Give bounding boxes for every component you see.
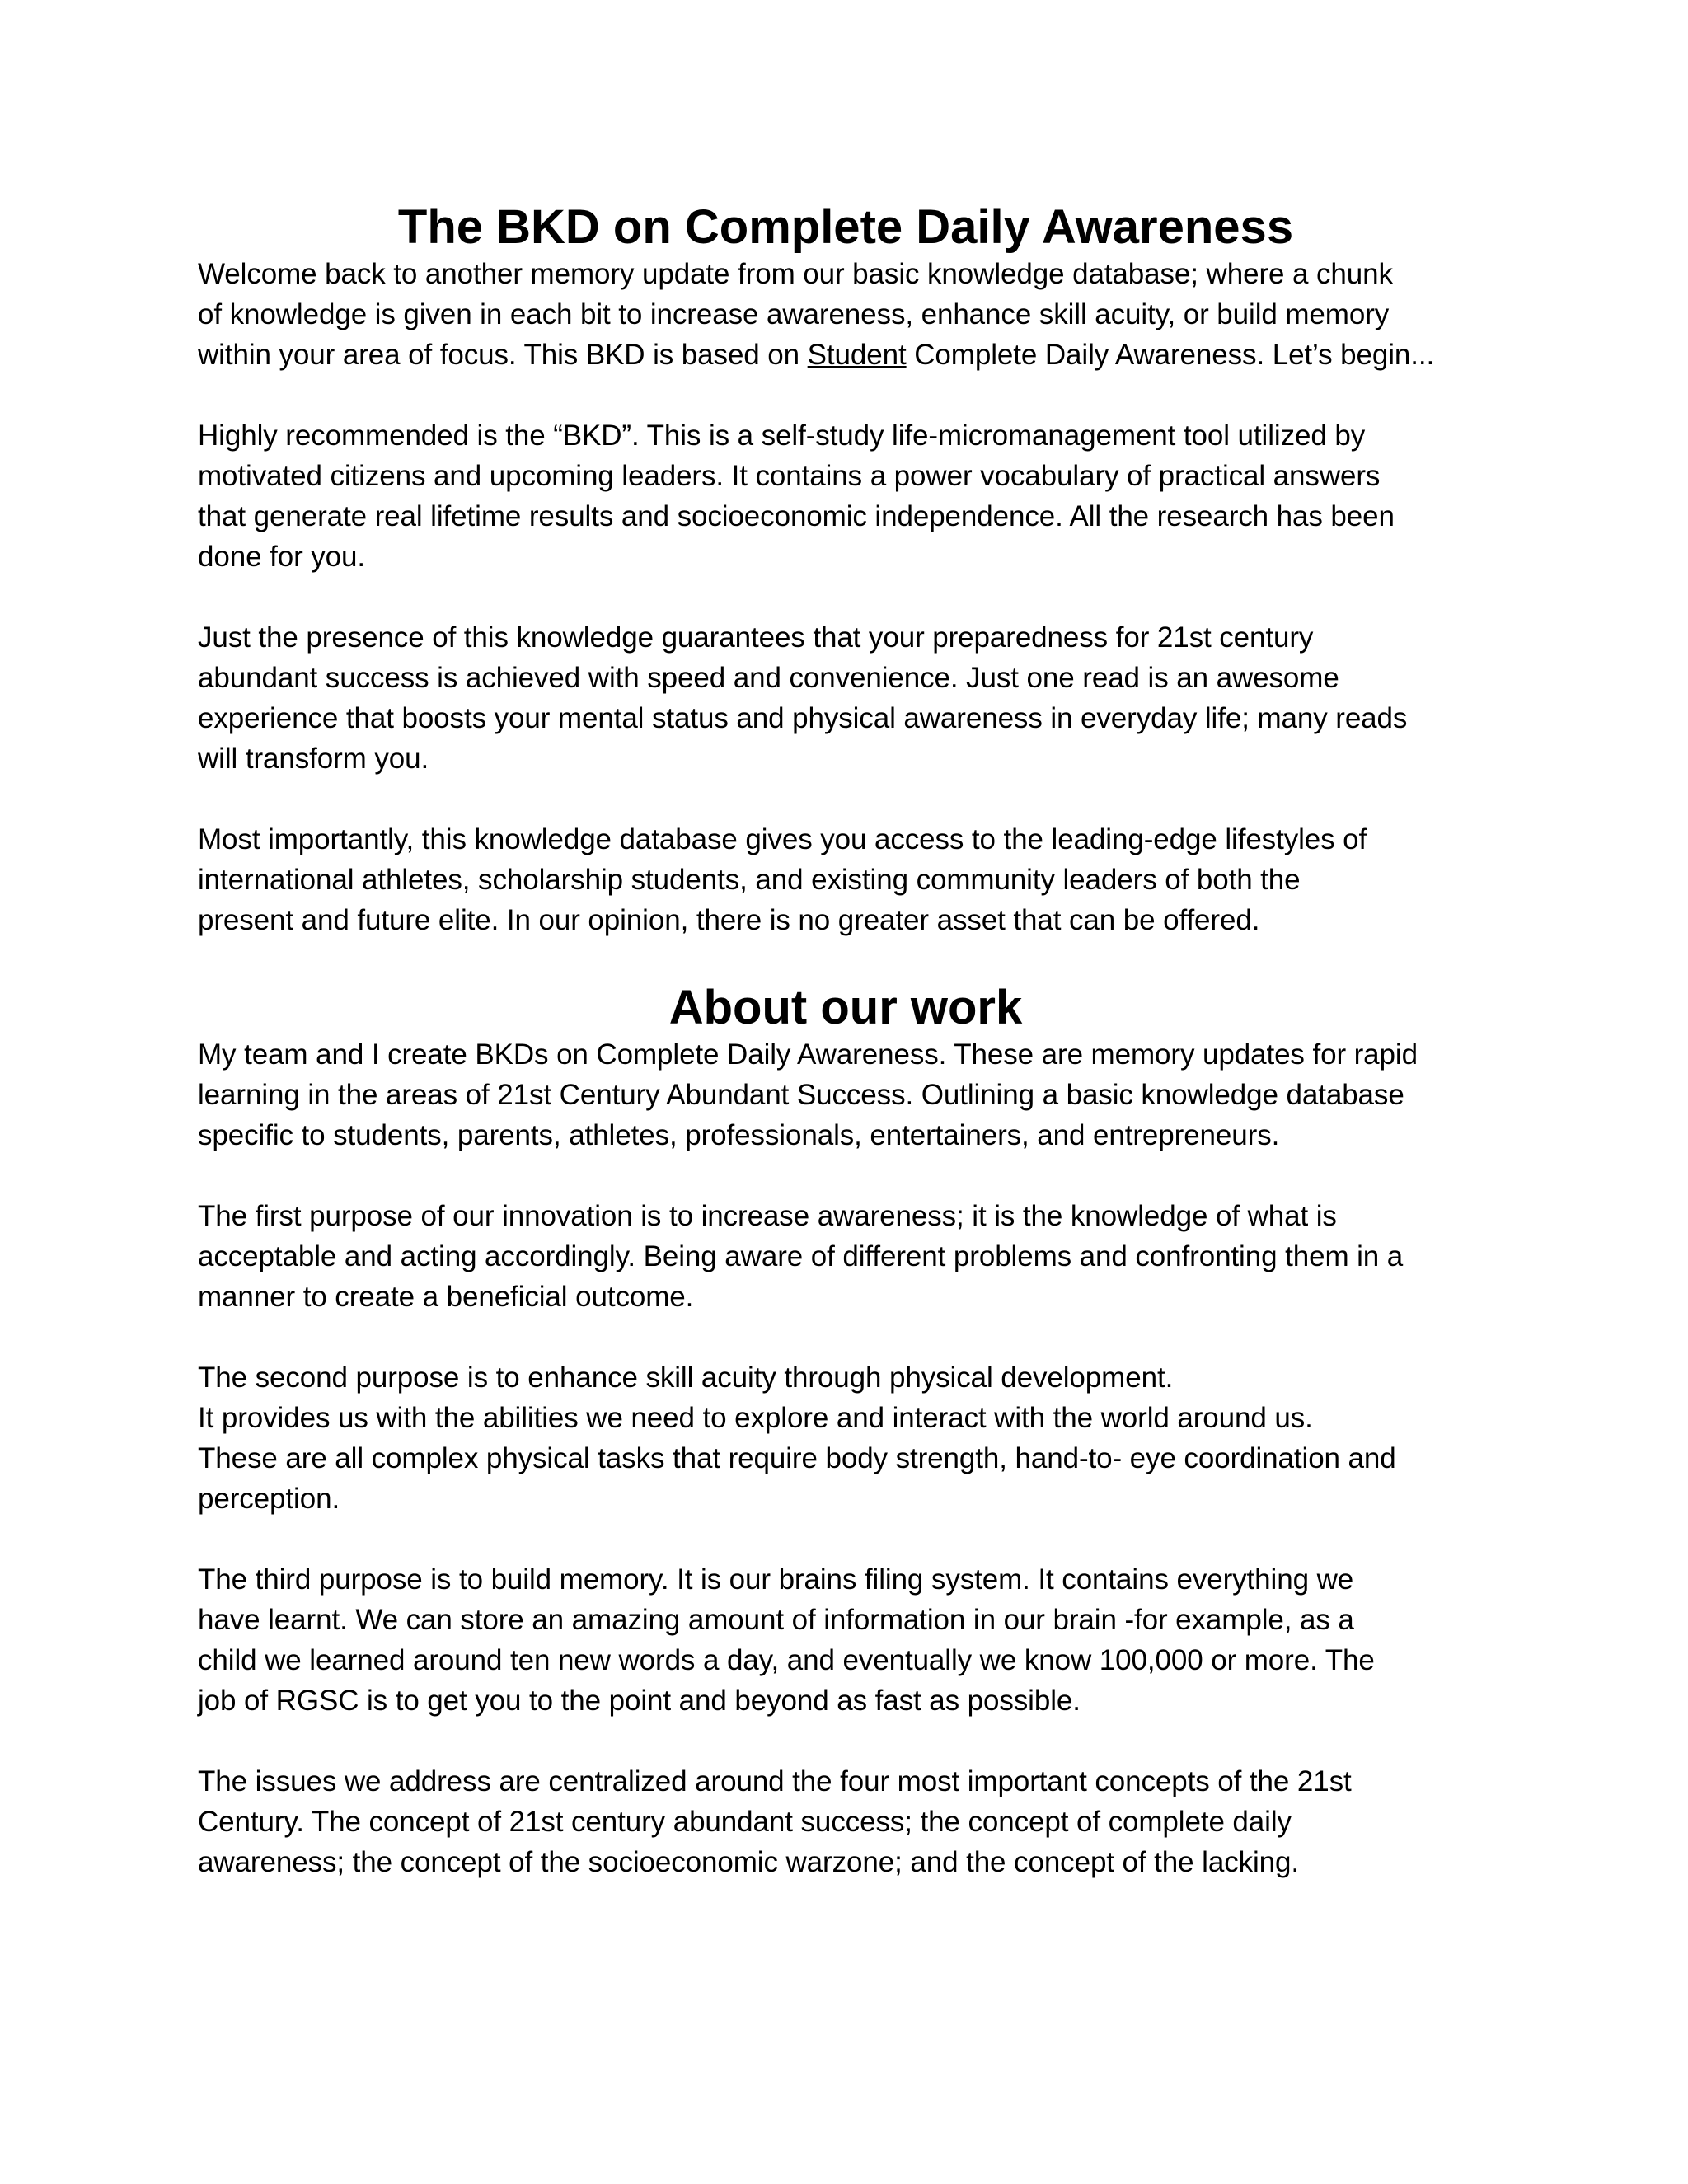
text-line: acceptable and acting accordingly. Being aware of different problems and confronting them in a	[198, 1240, 1404, 1272]
paragraph-about-team	[198, 1034, 1493, 1155]
text-line: abundant success is achieved with speed and convenience. Just one read is an awesome	[198, 661, 1339, 694]
page-title: The BKD on Complete Daily Awareness	[397, 200, 1294, 254]
underlined-word: Student	[807, 338, 907, 371]
text-line: Welcome back to another memory update from our basic knowledge database; where a chunk	[198, 257, 1393, 290]
text-line: Century. The concept of 21st century abundant success; the concept of complete daily	[198, 1805, 1292, 1838]
intro-paragraph	[198, 254, 1493, 375]
text-line: The first purpose of our innovation is to increase awareness; it is the knowledge of what is	[198, 1199, 1337, 1232]
text-line: will transform you.	[198, 742, 429, 775]
paragraph-issues	[198, 1761, 1493, 1882]
text-line: The second purpose is to enhance skill acuity through physical development.	[198, 1361, 1174, 1394]
text-line: motivated citizens and upcoming leaders. It contains a power vocabulary of practical answers	[198, 459, 1381, 492]
text-line: awareness; the concept of the socioeconomic warzone; and the concept of the lacking.	[198, 1845, 1300, 1878]
text-line: perception.	[198, 1482, 340, 1515]
text-line: job of RGSC is to get you to the point and beyond as fast as possible.	[198, 1684, 1081, 1717]
text-line: The issues we address are centralized around the four most important concepts of the 21st	[198, 1765, 1352, 1797]
paragraph-importance	[198, 819, 1493, 940]
paragraph-bkd-recommendation	[198, 415, 1493, 577]
text-line: It provides us with the abilities we need to explore and interact with the world around us.	[198, 1401, 1313, 1434]
text-line: child we learned around ten new words a day, and eventually we know 100,000 or more. The	[198, 1643, 1375, 1676]
text-line: done for you.	[198, 540, 366, 573]
text-line: My team and I create BKDs on Complete Daily Awareness. These are memory updates for rapid	[198, 1038, 1418, 1071]
text-line: experience that boosts your mental status and physical awareness in everyday life; many reads	[198, 701, 1408, 734]
text-line: Highly recommended is the “BKD”. This is a self-study life-micromanagement tool utilized by	[198, 419, 1366, 452]
text-line: present and future elite. In our opinion, there is no greater asset that can be offered.	[198, 903, 1260, 936]
paragraph-presence	[198, 617, 1493, 779]
text-line: Most importantly, this knowledge database gives you access to the leading-edge lifestyles of	[198, 823, 1367, 855]
text-line	[198, 335, 1493, 375]
paragraph-third-purpose	[198, 1559, 1493, 1721]
text-segment: within your area of focus. This BKD is based on	[198, 338, 808, 371]
text-line: Just the presence of this knowledge guarantees that your preparedness for 21st century	[198, 621, 1314, 654]
paragraph-first-purpose	[198, 1196, 1493, 1317]
text-line: of knowledge is given in each bit to increase awareness, enhance skill acuity, or build memory	[198, 298, 1390, 330]
text-line: learning in the areas of 21st Century Abundant Success. Outlining a basic knowledge database	[198, 1078, 1404, 1111]
text-segment: Complete Daily Awareness. Let’s begin...	[906, 338, 1435, 371]
section-title-about: About our work	[668, 980, 1023, 1034]
text-line: These are all complex physical tasks that require body strength, hand-to- eye coordination and	[198, 1441, 1396, 1474]
text-line: that generate real lifetime results and socioeconomic independence. All the research has been	[198, 499, 1395, 532]
text-line: international athletes, scholarship students, and existing community leaders of both the	[198, 863, 1301, 896]
text-line: The third purpose is to build memory. It is our brains filing system. It contains everything we	[198, 1563, 1354, 1596]
paragraph-second-purpose	[198, 1357, 1493, 1519]
text-line: manner to create a beneficial outcome.	[198, 1280, 694, 1313]
text-line: have learnt. We can store an amazing amount of information in our brain -for example, as a	[198, 1603, 1354, 1636]
text-line: specific to students, parents, athletes, professionals, entertainers, and entrepreneurs.	[198, 1118, 1280, 1151]
